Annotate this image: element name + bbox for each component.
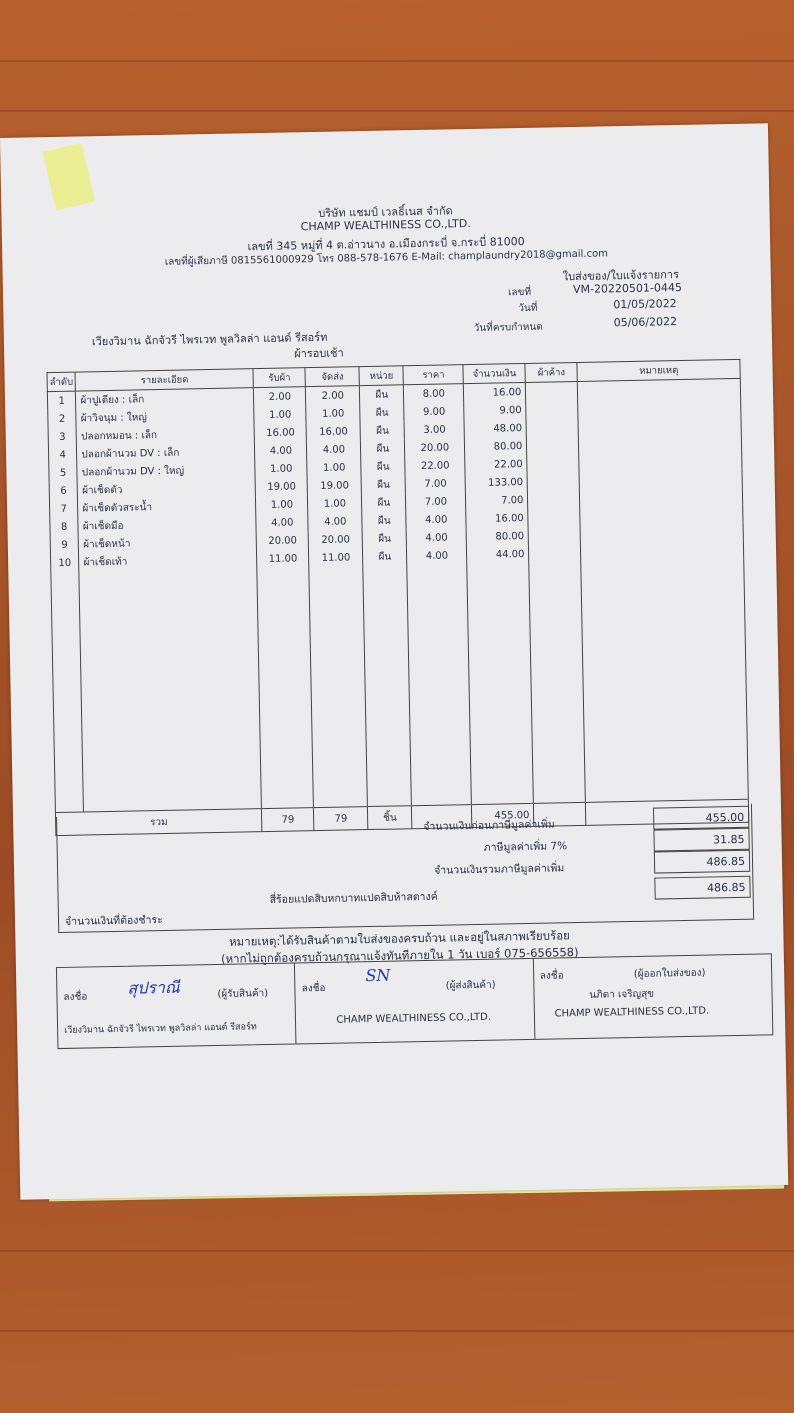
- cell-pending: [527, 436, 579, 455]
- cell-desc: ผ้าเช็ดหน้า: [79, 532, 257, 553]
- cell-price: 7.00: [405, 474, 465, 493]
- cell-recv: 11.00: [257, 549, 309, 568]
- cell-price: 9.00: [404, 402, 464, 421]
- cell-desc: ปลอกหมอน : เล็ก: [76, 424, 254, 445]
- cell-sent: 16.00: [306, 422, 360, 441]
- amount-in-words: สี่ร้อยแปดสิบหกบาทแปดสิบห้าสตางค์: [269, 890, 438, 906]
- cell-price: 20.00: [405, 438, 465, 457]
- cell-no: 10: [50, 554, 79, 573]
- col-desc: รายละเอียด: [75, 369, 253, 391]
- cell-price: 22.00: [405, 456, 465, 475]
- cell-desc: ผ้าปูเตียง : เล็ก: [76, 388, 254, 410]
- due-date-label: วันที่ครบกำหนด: [473, 321, 543, 334]
- cell-no: 8: [50, 518, 79, 537]
- col-unit: หน่วย: [359, 366, 403, 386]
- cell-pending: [529, 544, 581, 563]
- issuer-org: CHAMP WEALTHINESS CO.,LTD.: [554, 1005, 710, 1020]
- cell-sent: 4.00: [308, 512, 362, 531]
- cell-recv: 16.00: [254, 423, 306, 442]
- company-name-en: CHAMP WEALTHINESS CO.,LTD.: [300, 216, 471, 234]
- cell-no: 4: [48, 446, 77, 465]
- pre-vat-label: จำนวนเงินก่อนภาษีมูลค่าเพิ่ม: [423, 818, 555, 833]
- customer-sub: ผ้ารอบเช้า: [294, 346, 344, 361]
- cell-sent: 11.00: [309, 548, 363, 567]
- col-amount: จำนวนเงิน: [463, 363, 525, 383]
- receiver-role: (ผู้รับสินค้า): [217, 988, 269, 1000]
- cell-sent: 19.00: [307, 476, 361, 495]
- total-sent: 79: [314, 807, 368, 831]
- items-table: [47, 359, 750, 836]
- issuer-name: นภิดา เจริญสุข: [589, 988, 655, 1001]
- company-contact: เลขที่ผู้เสียภาษี 0815561000929 โทร 088-578-1676 E-Mail: champlaundry2018@gmail.com: [164, 248, 609, 268]
- delivery-note: [0, 123, 788, 1200]
- grand-total-amount: 486.85: [654, 850, 750, 874]
- cell-unit: ผืน: [361, 475, 405, 494]
- cell-desc: ปลอกผ้านวม DV : เล็ก: [77, 442, 255, 463]
- col-remark: หมายเหตุ: [577, 359, 740, 381]
- cell-recv: 1.00: [256, 495, 308, 514]
- cell-no: 1: [47, 391, 76, 410]
- cell-recv: 1.00: [254, 405, 306, 424]
- cell-amount: 80.00: [465, 437, 527, 456]
- total-recv: 79: [262, 808, 314, 832]
- col-sent: จัดส่ง: [305, 367, 359, 387]
- cell-unit: ผืน: [362, 493, 406, 512]
- tape-strip: [42, 143, 95, 211]
- cell-amount: 9.00: [464, 401, 526, 420]
- receiver-signature: สุปราณี: [127, 977, 180, 998]
- cell-price: 4.00: [406, 510, 466, 529]
- cell-recv: 4.00: [255, 441, 307, 460]
- cell-pending: [526, 381, 578, 400]
- cell-pending: [528, 508, 580, 527]
- doc-date-label: วันที่: [518, 302, 538, 315]
- issuer-role: (ผู้ออกใบส่งของ): [633, 967, 706, 980]
- cell-price: 8.00: [404, 384, 464, 404]
- cell-desc: ผ้าเช็ดตัว: [77, 478, 255, 499]
- company-address: เลขที่ 345 หมู่ที่ 4 ต.อ่าวนาง อ.เมืองกระบี่ จ.กระบี่ 81000: [247, 234, 525, 254]
- doc-no-label: เลขที่: [507, 286, 532, 299]
- cell-unit: ผืน: [360, 403, 404, 422]
- customer-name: เวียงวิมาน ฉักจัวรี ไพรเวท พูลวิลล่า แอนด์ รีสอร์ท: [91, 330, 328, 349]
- col-price: ราคา: [403, 365, 463, 385]
- vat-label: ภาษีมูลค่าเพิ่ม 7%: [483, 840, 568, 854]
- cell-no: 7: [49, 500, 78, 519]
- cell-desc: ผ้าวิจนุม : ใหญ่: [76, 406, 254, 427]
- cell-amount: 7.00: [466, 491, 528, 510]
- sender-signature: SN: [365, 965, 391, 986]
- cell-amount: 48.00: [464, 419, 526, 438]
- sender-sign-label: ลงชื่อ: [301, 982, 326, 995]
- cell-price: 7.00: [406, 492, 466, 511]
- cell-desc: ผ้าเช็ดมือ: [78, 514, 256, 535]
- receiver-sign-cell: [57, 963, 297, 1048]
- cell-sent: 4.00: [307, 440, 361, 459]
- cell-no: 5: [49, 464, 78, 483]
- cell-pending: [527, 472, 579, 491]
- receiver-sign-label: ลงชื่อ: [63, 991, 88, 1003]
- doc-type: ใบส่งของ/ใบแจ้งรายการ: [562, 267, 680, 284]
- pre-vat-amount: 455.00: [653, 806, 749, 830]
- cell-unit: ผืน: [361, 439, 405, 458]
- receiver-org: เวียงวิมาน ฉักจัวรี ไพรเวท พูลวิลล่า แอนด์ รีสอร์ท: [64, 1022, 257, 1036]
- cell-recv: 20.00: [256, 531, 308, 550]
- col-recv: รับผ้า: [253, 368, 305, 388]
- cell-desc: ผ้าเช็ดตัวสระน้ำ: [78, 496, 256, 517]
- cell-amount: 133.00: [465, 473, 527, 492]
- cell-recv: 1.00: [255, 459, 307, 478]
- cell-unit: ผืน: [362, 529, 406, 548]
- cell-amount: 80.00: [466, 527, 528, 546]
- payable-label: จำนวนเงินที่ต้องชำระ: [64, 914, 163, 928]
- sender-role: (ผู้ส่งสินค้า): [445, 979, 496, 992]
- cell-recv: 4.00: [256, 513, 308, 532]
- cell-desc: ผ้าเช็ดเท้า: [79, 550, 257, 571]
- cell-pending: [527, 454, 579, 473]
- sender-sign-cell: [295, 959, 535, 1044]
- company-name-th: บริษัท แชมป์ เวลธิ์เนส จำกัด: [318, 204, 453, 220]
- note-line-1: หมายเหตุ:ได้รับสินค้าตามใบส่งของครบถ้วน และอยู่ในสภาพเรียบร้อย: [228, 928, 570, 949]
- total-label: รวม: [55, 809, 262, 836]
- cell-sent: 1.00: [306, 404, 360, 423]
- cell-unit: ผืน: [360, 421, 404, 440]
- cell-no: 2: [48, 410, 77, 429]
- issuer-sign-label: ลงชื่อ: [539, 970, 564, 982]
- cell-no: 3: [48, 428, 77, 447]
- cell-unit: ผืน: [362, 511, 406, 530]
- note-line-2: (หากไม่ถูกต้องครบถ้วนกรุณาแจ้งทันทีภายใน 1 วัน เบอร์ 075-656558): [220, 945, 579, 966]
- vat-amount: 31.85: [653, 828, 749, 852]
- signature-row: [56, 953, 773, 1049]
- cell-price: 4.00: [406, 528, 466, 547]
- cell-price: 3.00: [404, 420, 464, 439]
- cell-recv: 19.00: [255, 477, 307, 496]
- cell-no: 6: [49, 482, 78, 501]
- cell-recv: 2.00: [254, 387, 306, 406]
- total-amount: 455.00: [472, 803, 534, 827]
- cell-pending: [528, 526, 580, 545]
- cell-desc: ปลอกผ้านวม DV : ใหญ่: [77, 460, 255, 481]
- cell-sent: 2.00: [306, 386, 360, 406]
- cell-unit: ผืน: [360, 385, 404, 404]
- col-no: ลำดับ: [47, 372, 76, 392]
- cell-unit: ผืน: [361, 457, 405, 476]
- sender-org: CHAMP WEALTHINESS CO.,LTD.: [336, 1011, 492, 1026]
- total-unit: ชิ้น: [368, 806, 412, 830]
- table-filler: [51, 559, 748, 813]
- cell-amount: 16.00: [464, 382, 526, 402]
- cell-no: 9: [50, 536, 79, 555]
- cell-unit: ผืน: [363, 547, 407, 566]
- grand-total-label: จำนวนเงินรวมภาษีมูลค่าเพิ่ม: [434, 862, 565, 877]
- doc-no: VM-20220501-0445: [572, 280, 683, 297]
- doc-date: 01/05/2022: [613, 297, 677, 312]
- payable-amount: 486.85: [654, 876, 750, 900]
- cell-price: 4.00: [407, 546, 467, 565]
- cell-sent: 1.00: [308, 494, 362, 513]
- cell-amount: 44.00: [467, 545, 529, 564]
- cell-sent: 20.00: [308, 530, 362, 549]
- cell-sent: 1.00: [307, 458, 361, 477]
- issuer-sign-cell: [534, 954, 773, 1039]
- due-date: 05/06/2022: [613, 315, 678, 330]
- cell-pending: [526, 418, 578, 437]
- cell-amount: 22.00: [465, 455, 527, 474]
- cell-pending: [528, 490, 580, 509]
- cell-pending: [526, 400, 578, 419]
- cell-amount: 16.00: [466, 509, 528, 528]
- col-pending: ผ้าค้าง: [525, 362, 577, 382]
